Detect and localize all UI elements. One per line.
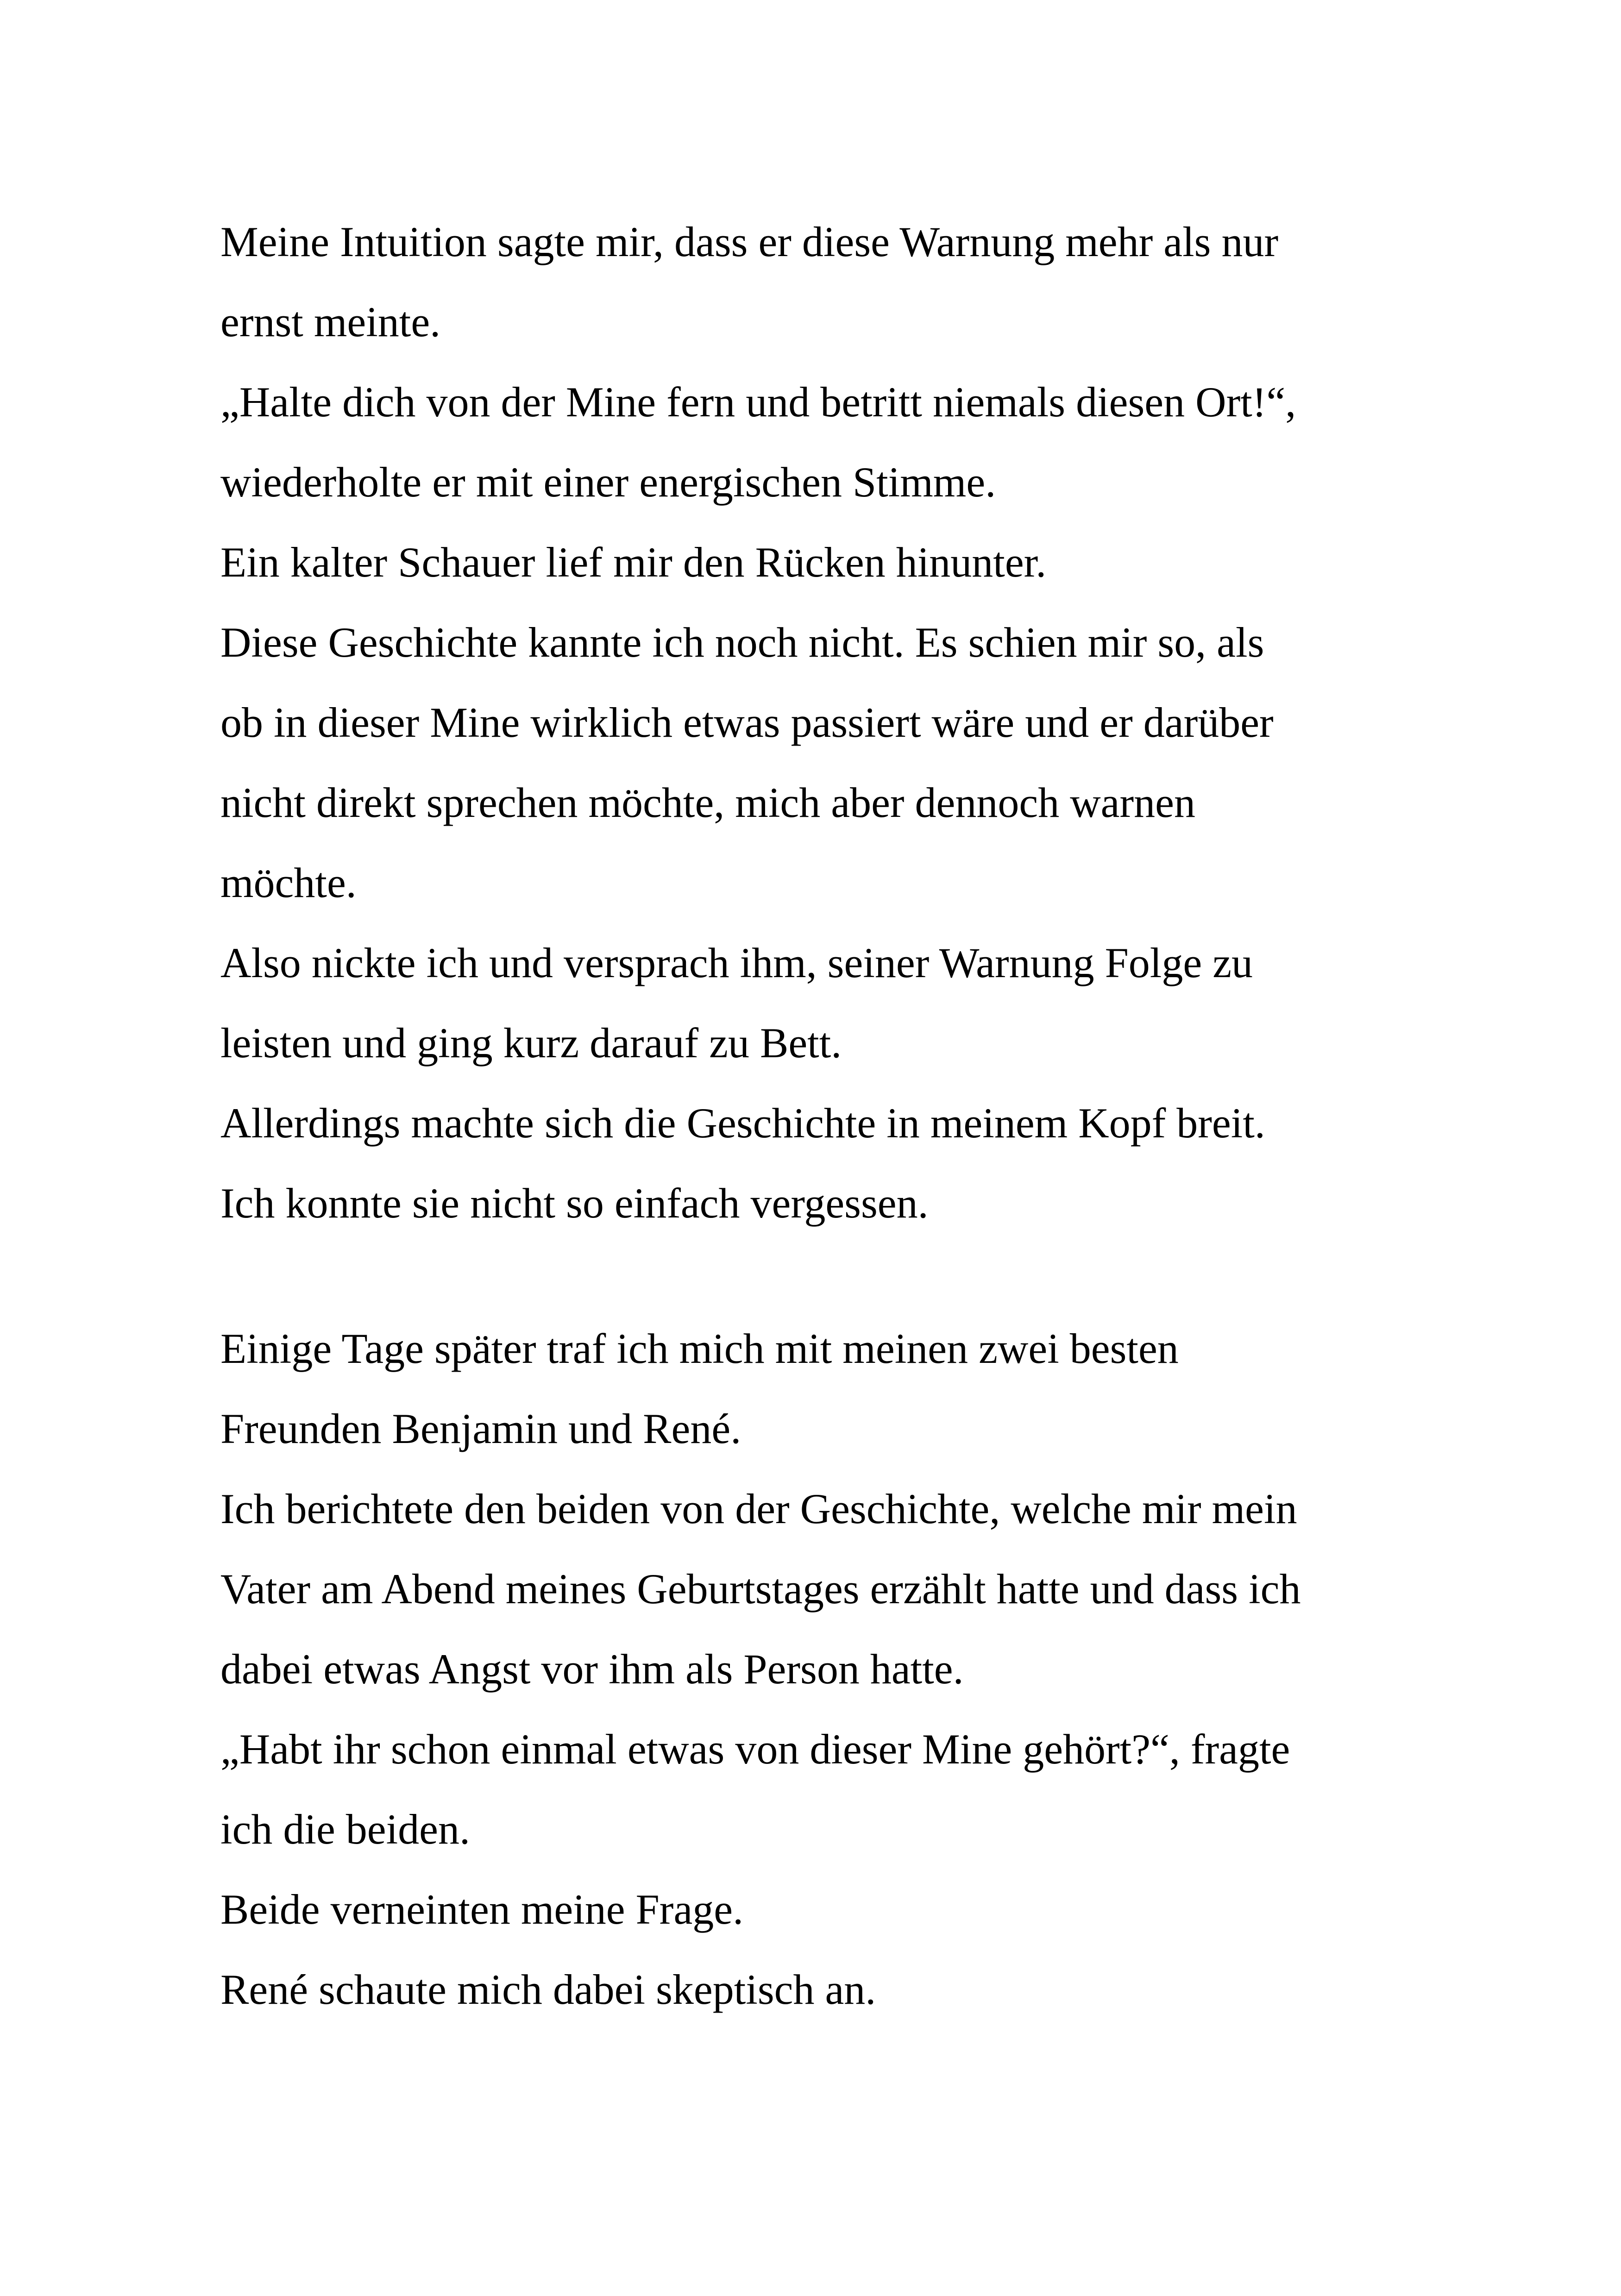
text-line: Freunden Benjamin und René. [220, 1405, 741, 1452]
text-line: ob in dieser Mine wirklich etwas passiert wäre und er darüber [220, 699, 1274, 746]
text-line: Meine Intuition sagte mir, dass er diese Warnung mehr als nur [220, 218, 1279, 265]
text-line: ernst meinte. [220, 298, 441, 345]
text-line: Ein kalter Schauer lief mir den Rücken hinunter. [220, 539, 1047, 586]
text-block-2 [220, 1309, 1462, 2030]
text-line: „Habt ihr schon einmal etwas von dieser Mine gehört?“, fragte [220, 1725, 1290, 1773]
text-line: Ich berichtete den beiden von der Geschichte, welche mir mein [220, 1485, 1297, 1532]
text-line: ich die beiden. [220, 1806, 471, 1853]
text-line: nicht direkt sprechen möchte, mich aber dennoch warnen [220, 779, 1195, 826]
text-line: wiederholte er mit einer energischen Stimme. [220, 458, 996, 506]
text-block-1 [220, 202, 1462, 1243]
text-line: Beide verneinten meine Frage. [220, 1886, 744, 1933]
text-line: René schaute mich dabei skeptisch an. [220, 1966, 876, 2013]
text-line: Einige Tage später traf ich mich mit meinen zwei besten [220, 1325, 1179, 1372]
text-line: Also nickte ich und versprach ihm, seiner Warnung Folge zu [220, 939, 1253, 986]
text-line: dabei etwas Angst vor ihm als Person hatte. [220, 1645, 964, 1693]
text-line: „Halte dich von der Mine fern und betritt niemals diesen Ort!“, [220, 378, 1296, 426]
text-line: Allerdings machte sich die Geschichte in meinem Kopf breit. [220, 1099, 1265, 1147]
text-line: möchte. [220, 859, 357, 906]
text-line: Vater am Abend meines Geburtstages erzählt hatte und dass ich [220, 1565, 1301, 1612]
text-line: Ich konnte sie nicht so einfach vergessen. [220, 1179, 929, 1227]
text-line: Diese Geschichte kannte ich noch nicht. Es schien mir so, als [220, 619, 1264, 666]
text-line: leisten und ging kurz darauf zu Bett. [220, 1019, 842, 1066]
